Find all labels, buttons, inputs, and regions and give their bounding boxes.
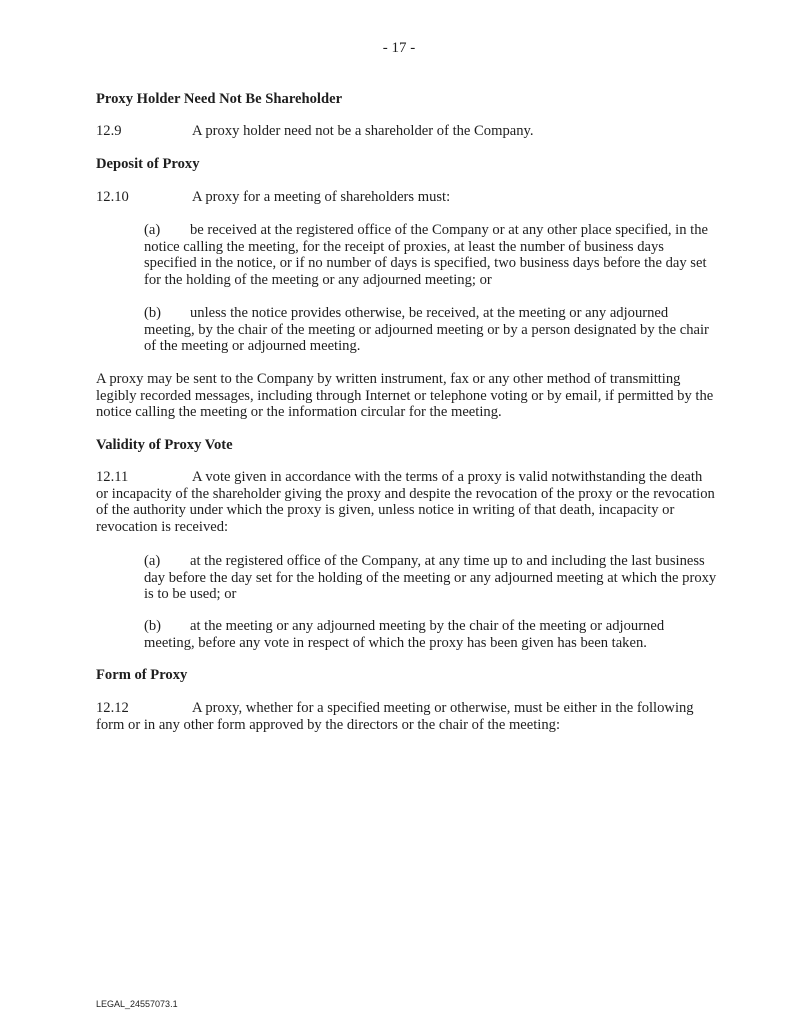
- item-text: at the registered office of the Company, at any time up to and including the last business day before the day set for the holding of the meeting or any adjourned meeting at which the proxy is to be used; or: [144, 553, 717, 603]
- section-number: 12.11: [96, 469, 129, 485]
- section-number: 12.10: [96, 189, 129, 205]
- section-number: 12.12: [96, 700, 129, 716]
- heading-deposit-of-proxy: Deposit of Proxy: [96, 156, 200, 172]
- paragraph-12-11: [96, 469, 716, 535]
- item-label: (a): [144, 222, 161, 238]
- sub-item-12-11-a: [144, 553, 718, 603]
- item-text: unless the notice provides otherwise, be received, at the meeting or any adjourned meeting, by the chair of the meeting or adjourned meeting or by a person designated by the chair of the meeting or adjourned meeting.: [144, 305, 709, 355]
- paragraph-12-10: [96, 189, 716, 206]
- paragraph-12-9: [96, 123, 716, 140]
- paragraph-12-10-closing: A proxy may be sent to the Company by written instrument, fax or any other method of transmitting legibly recorded messages, including through Internet or telephone voting or by email, if permitted by the notice calling the meeting or the information circular for the meeting.: [96, 371, 714, 421]
- footer-document-id: LEGAL_24557073.1: [96, 999, 178, 1009]
- item-text: be received at the registered office of the Company or at any other place specified, in the notice calling the meeting, for the receipt of proxies, at least the number of business days specified in the notice, or if no number of days is specified, two business days before the day set for the holding of the meeting or any adjourned meeting; or: [144, 222, 708, 288]
- heading-validity-of-proxy-vote: Validity of Proxy Vote: [96, 437, 233, 453]
- item-label: (b): [144, 618, 162, 634]
- item-label: (b): [144, 305, 162, 321]
- paragraph-12-12: [96, 700, 716, 733]
- item-text: at the meeting or any adjourned meeting by the chair of the meeting or adjourned meeting, before any vote in respect of which the proxy has been given has been taken.: [144, 618, 665, 651]
- item-label: (a): [144, 553, 161, 569]
- section-number: 12.9: [96, 123, 122, 139]
- heading-form-of-proxy: Form of Proxy: [96, 667, 188, 683]
- page-number: - 17 -: [382, 40, 416, 56]
- paragraph-text: A proxy for a meeting of shareholders must:: [192, 189, 451, 205]
- heading-proxy-holder: Proxy Holder Need Not Be Shareholder: [96, 91, 343, 107]
- paragraph-text: A proxy holder need not be a shareholder of the Company.: [192, 123, 534, 139]
- paragraph-text: A vote given in accordance with the terms of a proxy is valid notwithstanding the death or incapacity of the shareholder giving the proxy and despite the revocation of the proxy or the revocation of the authority under which the proxy is given, unless notice in writing of that death, incapacity or revocation is received:: [96, 469, 715, 535]
- sub-item-12-10-b: [144, 305, 718, 355]
- sub-item-12-11-b: [144, 618, 718, 651]
- sub-item-12-10-a: [144, 222, 718, 288]
- paragraph-text: A proxy, whether for a specified meeting or otherwise, must be either in the following form or in any other form approved by the directors or the chair of the meeting:: [96, 700, 694, 733]
